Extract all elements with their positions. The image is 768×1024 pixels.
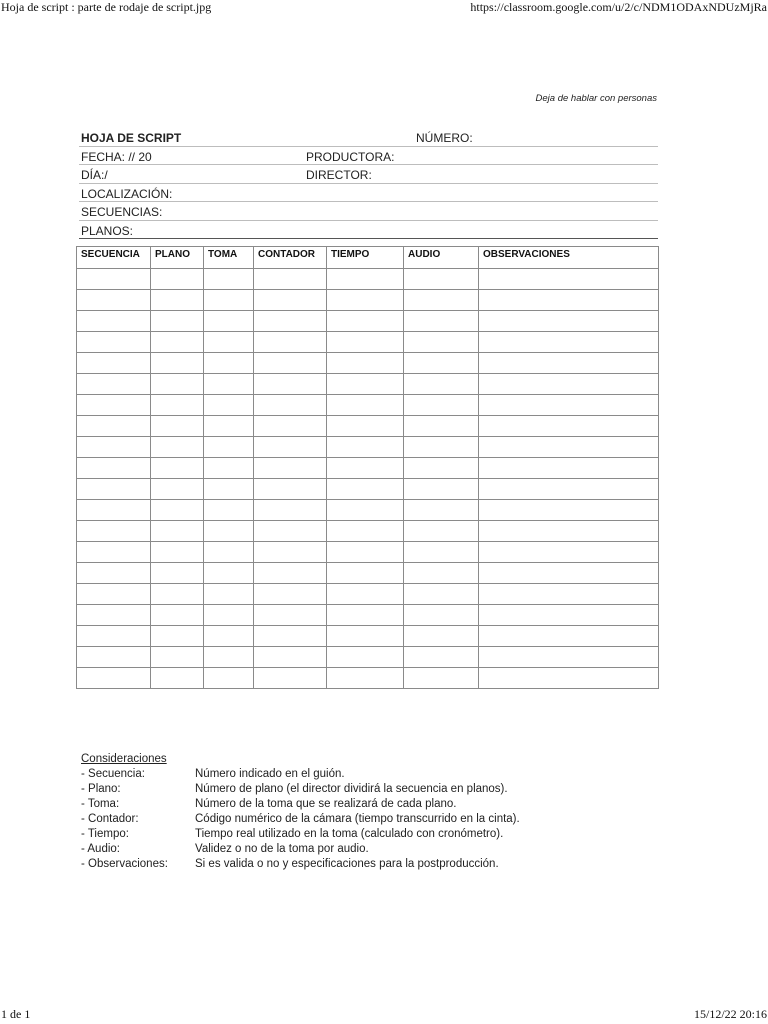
table-cell[interactable] xyxy=(404,563,479,584)
table-cell[interactable] xyxy=(254,563,327,584)
table-cell[interactable] xyxy=(254,626,327,647)
table-cell[interactable] xyxy=(204,563,254,584)
table-cell[interactable] xyxy=(254,395,327,416)
table-cell[interactable] xyxy=(404,647,479,668)
table-cell[interactable] xyxy=(327,626,404,647)
table-cell[interactable] xyxy=(204,416,254,437)
table-cell[interactable] xyxy=(151,647,204,668)
table-cell[interactable] xyxy=(479,374,659,395)
table-cell[interactable] xyxy=(327,437,404,458)
table-cell[interactable] xyxy=(151,626,204,647)
table-cell[interactable] xyxy=(254,605,327,626)
table-cell[interactable] xyxy=(404,437,479,458)
page-count: 1 de 1 xyxy=(1,1007,31,1021)
table-row xyxy=(77,353,659,374)
table-cell[interactable] xyxy=(254,542,327,563)
table-cell[interactable] xyxy=(327,584,404,605)
table-cell[interactable] xyxy=(479,332,659,353)
table-cell[interactable] xyxy=(204,332,254,353)
consideration-value: Tiempo real utilizado en la toma (calculado con cronómetro). xyxy=(195,828,504,840)
table-cell[interactable] xyxy=(404,311,479,332)
column-header-tiempo: TIEMPO xyxy=(327,247,404,269)
table-cell[interactable] xyxy=(479,416,659,437)
table-cell[interactable] xyxy=(327,605,404,626)
table-row xyxy=(77,563,659,584)
table-cell[interactable] xyxy=(479,437,659,458)
table-row xyxy=(77,395,659,416)
table-cell[interactable] xyxy=(204,479,254,500)
column-header-audio: AUDIO xyxy=(404,247,479,269)
table-cell[interactable] xyxy=(254,500,327,521)
table-cell[interactable] xyxy=(204,374,254,395)
table-cell[interactable] xyxy=(479,542,659,563)
table-cell[interactable] xyxy=(151,395,204,416)
table-row xyxy=(77,668,659,689)
table-header-row xyxy=(77,247,659,269)
table-cell[interactable] xyxy=(404,521,479,542)
table-row xyxy=(77,290,659,311)
table-cell[interactable] xyxy=(204,584,254,605)
table-row xyxy=(77,332,659,353)
table-cell[interactable] xyxy=(254,374,327,395)
table-cell[interactable] xyxy=(404,605,479,626)
table-cell[interactable] xyxy=(404,332,479,353)
table-cell[interactable] xyxy=(204,353,254,374)
table-cell[interactable] xyxy=(404,290,479,311)
table-cell[interactable] xyxy=(254,311,327,332)
handwritten-note: Deja de hablar con personas xyxy=(535,93,657,104)
table-cell[interactable] xyxy=(204,605,254,626)
table-cell[interactable] xyxy=(479,563,659,584)
table-cell[interactable] xyxy=(204,647,254,668)
table-cell[interactable] xyxy=(151,542,204,563)
table-cell[interactable] xyxy=(204,269,254,290)
consideration-key: - Contador: xyxy=(81,813,139,825)
table-cell[interactable] xyxy=(77,479,151,500)
table-cell[interactable] xyxy=(77,647,151,668)
table-cell[interactable] xyxy=(77,563,151,584)
table-cell[interactable] xyxy=(204,626,254,647)
table-cell[interactable] xyxy=(77,332,151,353)
table-cell[interactable] xyxy=(204,437,254,458)
table-cell[interactable] xyxy=(327,479,404,500)
table-cell[interactable] xyxy=(327,311,404,332)
info-row xyxy=(79,128,658,147)
table-cell[interactable] xyxy=(327,521,404,542)
consideration-item xyxy=(81,767,345,782)
table-cell[interactable] xyxy=(254,353,327,374)
consideration-value: Código numérico de la cámara (tiempo transcurrido en la cinta). xyxy=(195,813,520,825)
table-cell[interactable] xyxy=(254,269,327,290)
table-cell[interactable] xyxy=(204,395,254,416)
table-row xyxy=(77,521,659,542)
script-info-block xyxy=(79,128,658,239)
table-cell[interactable] xyxy=(204,542,254,563)
column-header-observaciones: OBSERVACIONES xyxy=(479,247,659,269)
table-cell[interactable] xyxy=(77,416,151,437)
table-cell[interactable] xyxy=(77,395,151,416)
table-row xyxy=(77,458,659,479)
consideration-value: Si es valida o no y especificaciones para la postproducción. xyxy=(195,858,499,870)
consideration-value: Validez o no de la toma por audio. xyxy=(195,843,369,855)
table-cell[interactable] xyxy=(479,605,659,626)
table-cell[interactable] xyxy=(404,668,479,689)
table-cell[interactable] xyxy=(77,626,151,647)
table-cell[interactable] xyxy=(327,332,404,353)
table-row xyxy=(77,311,659,332)
consideration-value: Número de la toma que se realizará de cada plano. xyxy=(195,798,457,810)
table-cell[interactable] xyxy=(254,584,327,605)
consideration-key: - Secuencia: xyxy=(81,768,145,780)
table-cell[interactable] xyxy=(151,416,204,437)
table-cell[interactable] xyxy=(327,647,404,668)
table-cell[interactable] xyxy=(254,416,327,437)
table-cell[interactable] xyxy=(151,500,204,521)
info-label: LOCALIZACIÓN: xyxy=(81,186,173,201)
table-cell[interactable] xyxy=(151,605,204,626)
print-header xyxy=(0,0,768,16)
table-cell[interactable] xyxy=(327,353,404,374)
table-row xyxy=(77,542,659,563)
info-row xyxy=(79,147,658,166)
info-label: SECUENCIAS: xyxy=(81,205,163,219)
table-cell[interactable] xyxy=(479,584,659,605)
table-cell[interactable] xyxy=(327,542,404,563)
table-cell[interactable] xyxy=(404,479,479,500)
table-cell[interactable] xyxy=(151,458,204,479)
info-row xyxy=(79,184,658,203)
consideration-key: - Audio: xyxy=(81,843,120,855)
table-cell[interactable] xyxy=(327,458,404,479)
table-cell[interactable] xyxy=(254,437,327,458)
table-cell[interactable] xyxy=(77,353,151,374)
table-cell[interactable] xyxy=(77,290,151,311)
table-cell[interactable] xyxy=(404,584,479,605)
table-cell[interactable] xyxy=(404,395,479,416)
table-row xyxy=(77,605,659,626)
table-cell[interactable] xyxy=(404,458,479,479)
table-cell[interactable] xyxy=(254,458,327,479)
consideration-item xyxy=(81,857,499,872)
info-label: NÚMERO: xyxy=(416,131,473,145)
table-cell[interactable] xyxy=(204,311,254,332)
table-cell[interactable] xyxy=(479,668,659,689)
info-label: DIRECTOR: xyxy=(306,168,372,182)
table-cell[interactable] xyxy=(327,269,404,290)
table-cell[interactable] xyxy=(151,332,204,353)
table-cell[interactable] xyxy=(479,458,659,479)
table-cell[interactable] xyxy=(404,416,479,437)
table-cell[interactable] xyxy=(204,521,254,542)
table-cell[interactable] xyxy=(77,584,151,605)
table-row xyxy=(77,584,659,605)
table-cell[interactable] xyxy=(254,668,327,689)
table-cell[interactable] xyxy=(404,269,479,290)
consideration-item xyxy=(81,842,369,857)
info-label: DÍA:/ xyxy=(81,168,108,182)
considerations-heading: Consideraciones xyxy=(81,753,167,765)
consideration-key: - Toma: xyxy=(81,798,120,810)
document-title: Hoja de script : parte de rodaje de script.jpg xyxy=(1,0,212,14)
table-cell[interactable] xyxy=(404,500,479,521)
table-cell[interactable] xyxy=(204,458,254,479)
table-cell[interactable] xyxy=(151,437,204,458)
table-cell[interactable] xyxy=(479,290,659,311)
document-url[interactable]: https://classroom.google.com/u/2/c/NDM1ODAxNDUzMjRa xyxy=(470,0,767,14)
table-cell[interactable] xyxy=(151,353,204,374)
table-row xyxy=(77,500,659,521)
table-cell[interactable] xyxy=(327,395,404,416)
table-cell[interactable] xyxy=(77,605,151,626)
table-cell[interactable] xyxy=(77,521,151,542)
consideration-value: Número indicado en el guión. xyxy=(195,768,345,780)
table-cell[interactable] xyxy=(77,437,151,458)
table-cell[interactable] xyxy=(254,647,327,668)
table-cell[interactable] xyxy=(479,500,659,521)
table-cell[interactable] xyxy=(77,500,151,521)
table-cell[interactable] xyxy=(327,290,404,311)
table-cell[interactable] xyxy=(404,626,479,647)
table-row xyxy=(77,626,659,647)
table-cell[interactable] xyxy=(151,290,204,311)
table-cell[interactable] xyxy=(204,290,254,311)
table-cell[interactable] xyxy=(77,668,151,689)
table-cell[interactable] xyxy=(327,374,404,395)
table-cell[interactable] xyxy=(404,542,479,563)
info-label: PRODUCTORA: xyxy=(306,149,395,164)
table-cell[interactable] xyxy=(404,353,479,374)
table-row xyxy=(77,374,659,395)
consideration-value: Número de plano (el director dividirá la secuencia en planos). xyxy=(195,783,508,795)
consideration-item xyxy=(81,782,508,797)
info-row xyxy=(79,202,658,221)
table-cell[interactable] xyxy=(77,374,151,395)
table-cell[interactable] xyxy=(151,668,204,689)
info-row xyxy=(79,165,658,184)
column-header-toma: TOMA xyxy=(204,247,254,269)
table-row xyxy=(77,437,659,458)
table-cell[interactable] xyxy=(151,269,204,290)
table-cell[interactable] xyxy=(479,353,659,374)
info-label: PLANOS: xyxy=(81,223,134,238)
table-cell[interactable] xyxy=(254,479,327,500)
table-cell[interactable] xyxy=(151,584,204,605)
column-header-contador: CONTADOR xyxy=(254,247,327,269)
consideration-item xyxy=(81,812,520,827)
table-cell[interactable] xyxy=(151,479,204,500)
table-cell[interactable] xyxy=(479,269,659,290)
table-cell[interactable] xyxy=(77,311,151,332)
table-cell[interactable] xyxy=(151,374,204,395)
table-cell[interactable] xyxy=(479,521,659,542)
table-row xyxy=(77,416,659,437)
table-cell[interactable] xyxy=(204,500,254,521)
table-row xyxy=(77,647,659,668)
table-cell[interactable] xyxy=(479,626,659,647)
table-cell[interactable] xyxy=(327,668,404,689)
table-cell[interactable] xyxy=(479,395,659,416)
table-cell[interactable] xyxy=(479,479,659,500)
consideration-key: - Plano: xyxy=(81,783,121,795)
considerations-section xyxy=(81,752,520,872)
column-header-plano: PLANO xyxy=(151,247,204,269)
table-cell[interactable] xyxy=(254,521,327,542)
table-cell[interactable] xyxy=(327,416,404,437)
table-body xyxy=(77,269,659,689)
table-cell[interactable] xyxy=(254,290,327,311)
table-cell[interactable] xyxy=(479,647,659,668)
column-header-secuencia: SECUENCIA xyxy=(77,247,151,269)
consideration-key: - Tiempo: xyxy=(81,828,129,840)
table-cell[interactable] xyxy=(77,542,151,563)
script-table xyxy=(76,246,659,689)
table-cell[interactable] xyxy=(254,332,327,353)
info-row xyxy=(79,221,658,240)
table-cell[interactable] xyxy=(77,458,151,479)
table-cell[interactable] xyxy=(151,521,204,542)
table-row xyxy=(77,479,659,500)
table-cell[interactable] xyxy=(151,311,204,332)
table-cell[interactable] xyxy=(151,563,204,584)
table-cell[interactable] xyxy=(77,269,151,290)
table-cell[interactable] xyxy=(404,374,479,395)
table-row xyxy=(77,269,659,290)
table-cell[interactable] xyxy=(204,668,254,689)
print-datetime: 15/12/22 20:16 xyxy=(693,1007,767,1021)
consideration-key: - Observaciones: xyxy=(81,858,168,870)
consideration-item xyxy=(81,797,457,812)
info-label: HOJA DE SCRIPT xyxy=(81,131,182,145)
info-label: FECHA: // 20 xyxy=(81,149,152,164)
table-cell[interactable] xyxy=(479,311,659,332)
print-footer xyxy=(0,1008,768,1024)
table-cell[interactable] xyxy=(327,500,404,521)
consideration-item xyxy=(81,827,504,842)
table-cell[interactable] xyxy=(327,563,404,584)
